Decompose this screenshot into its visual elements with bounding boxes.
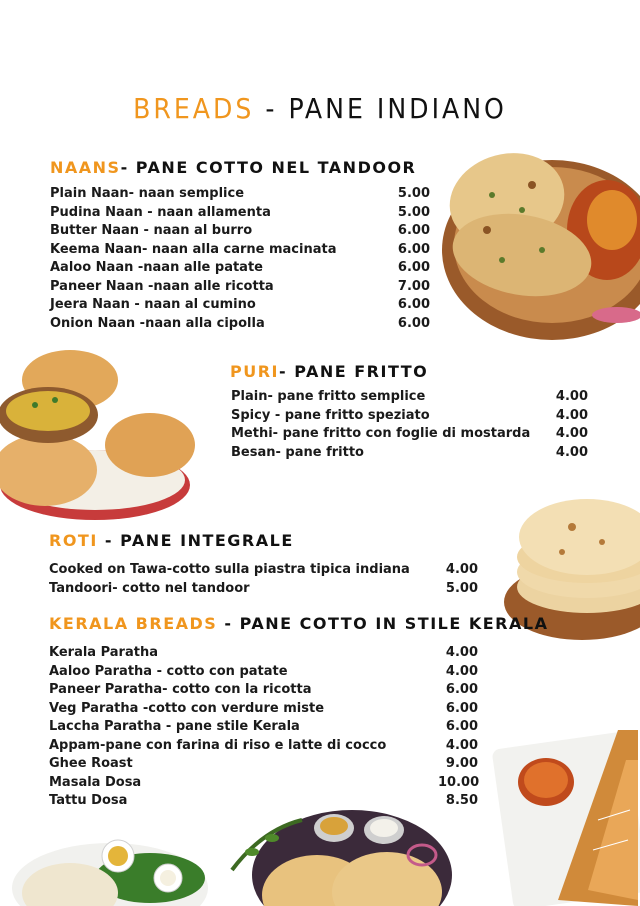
menu-item-name: Methi- pane fritto con foglie di mostarda [231,426,531,441]
roti-heading-dark: - PANE INTEGRALE [97,531,294,550]
menu-item-name: Tandoori- cotto nel tandoor [49,580,250,596]
menu-item-price: 6.00 [445,700,478,716]
kerala-heading-orange: KERALA BREADS [49,614,218,633]
roti-heading [49,531,294,550]
menu-item-name: Paneer Naan -naan alle ricotta [50,278,274,294]
menu-item-price: 4.00 [555,426,588,441]
menu-item-name: Paneer Paratha- cotto con la ricotta [49,682,312,697]
naans-heading-dark: - PANE COTTO NEL TANDOOR [120,158,417,177]
menu-item-name: Besan- pane fritto [231,444,364,460]
menu-item-price: 8.50 [445,793,478,808]
puri-heading [230,362,428,381]
menu-item-price: 6.00 [397,260,430,275]
menu-item-name: Aaloo Paratha - cotto con patate [49,663,288,679]
menu-item-price: 4.00 [445,562,478,577]
appam-plate-image [10,838,210,906]
menu-item-price: 5.00 [445,580,478,596]
menu-item-price: 4.00 [555,444,588,460]
menu-item-price: 5.00 [397,186,430,201]
puri-heading-orange: PURI [230,362,279,381]
puri-prices [548,388,588,462]
puri-plate-image [0,345,200,530]
paratha-plate-image [222,800,454,906]
kerala-heading-dark: - PANE COTTO IN STILE KERALA [217,614,549,633]
puri-heading-dark: - PANE FRITTO [279,362,429,381]
puri-list [231,388,530,462]
naans-prices [390,185,430,333]
naans-heading-orange: NAANS [50,158,121,177]
menu-item-price: 9.00 [445,756,478,771]
menu-item-price: 4.00 [445,737,478,753]
menu-item-price: 10.00 [438,774,480,790]
menu-item-name: Laccha Paratha - pane stile Kerala [49,719,300,734]
menu-item-name: Cooked on Tawa-cotto sulla piastra tipica indiana [49,562,410,577]
menu-item-price: 6.00 [445,682,478,697]
title-dark: - PANE INDIANO [254,92,507,125]
menu-item-name: Jeera Naan - naan al cumino [50,297,256,312]
menu-item-price: 6.00 [397,223,430,238]
menu-item-name: Veg Paratha -cotto con verdure miste [49,700,325,716]
menu-item-name: Aaloo Naan -naan alle patate [50,260,263,275]
roti-heading-orange: ROTI [49,531,98,550]
kerala-list [49,644,386,811]
menu-item-name: Ghee Roast [49,756,133,771]
menu-item-name: Plain Naan- naan semplice [50,186,245,201]
naans-heading [50,158,416,177]
menu-item-name: Butter Naan - naan al burro [50,223,253,238]
menu-item-name: Keema Naan- naan alla carne macinata [50,241,337,257]
kerala-heading [49,614,548,633]
menu-item-price: 4.00 [555,389,588,404]
title-orange: BREADS [133,92,255,125]
naan-basket-image [432,140,640,355]
roti-prices [438,561,478,598]
menu-item-price: 6.00 [397,297,430,312]
menu-item-price: 6.00 [445,719,478,734]
menu-item-name: Kerala Paratha [49,645,158,660]
naans-list [50,185,336,333]
roti-list [49,561,410,598]
dosa-plate-image [498,700,640,906]
menu-item-name: Spicy - pane fritto speziato [231,407,430,423]
menu-item-name: Pudina Naan - naan allamenta [50,204,271,220]
menu-item-name: Onion Naan -naan alla cipolla [50,315,265,331]
menu-item-name: Masala Dosa [49,774,142,790]
menu-item-price: 6.00 [397,241,430,257]
kerala-prices [438,644,478,811]
page-title [0,92,640,125]
menu-item-name: Tattu Dosa [49,793,128,808]
menu-item-price: 4.00 [445,663,478,679]
menu-item-name: Plain- pane fritto semplice [231,389,426,404]
menu-item-price: 4.00 [555,407,588,423]
menu-item-price: 4.00 [445,645,478,660]
menu-item-name: Appam-pane con farina di riso e latte di cocco [49,737,387,753]
menu-item-price: 6.00 [397,315,430,331]
menu-item-price: 7.00 [397,278,430,294]
menu-item-price: 5.00 [397,204,430,220]
